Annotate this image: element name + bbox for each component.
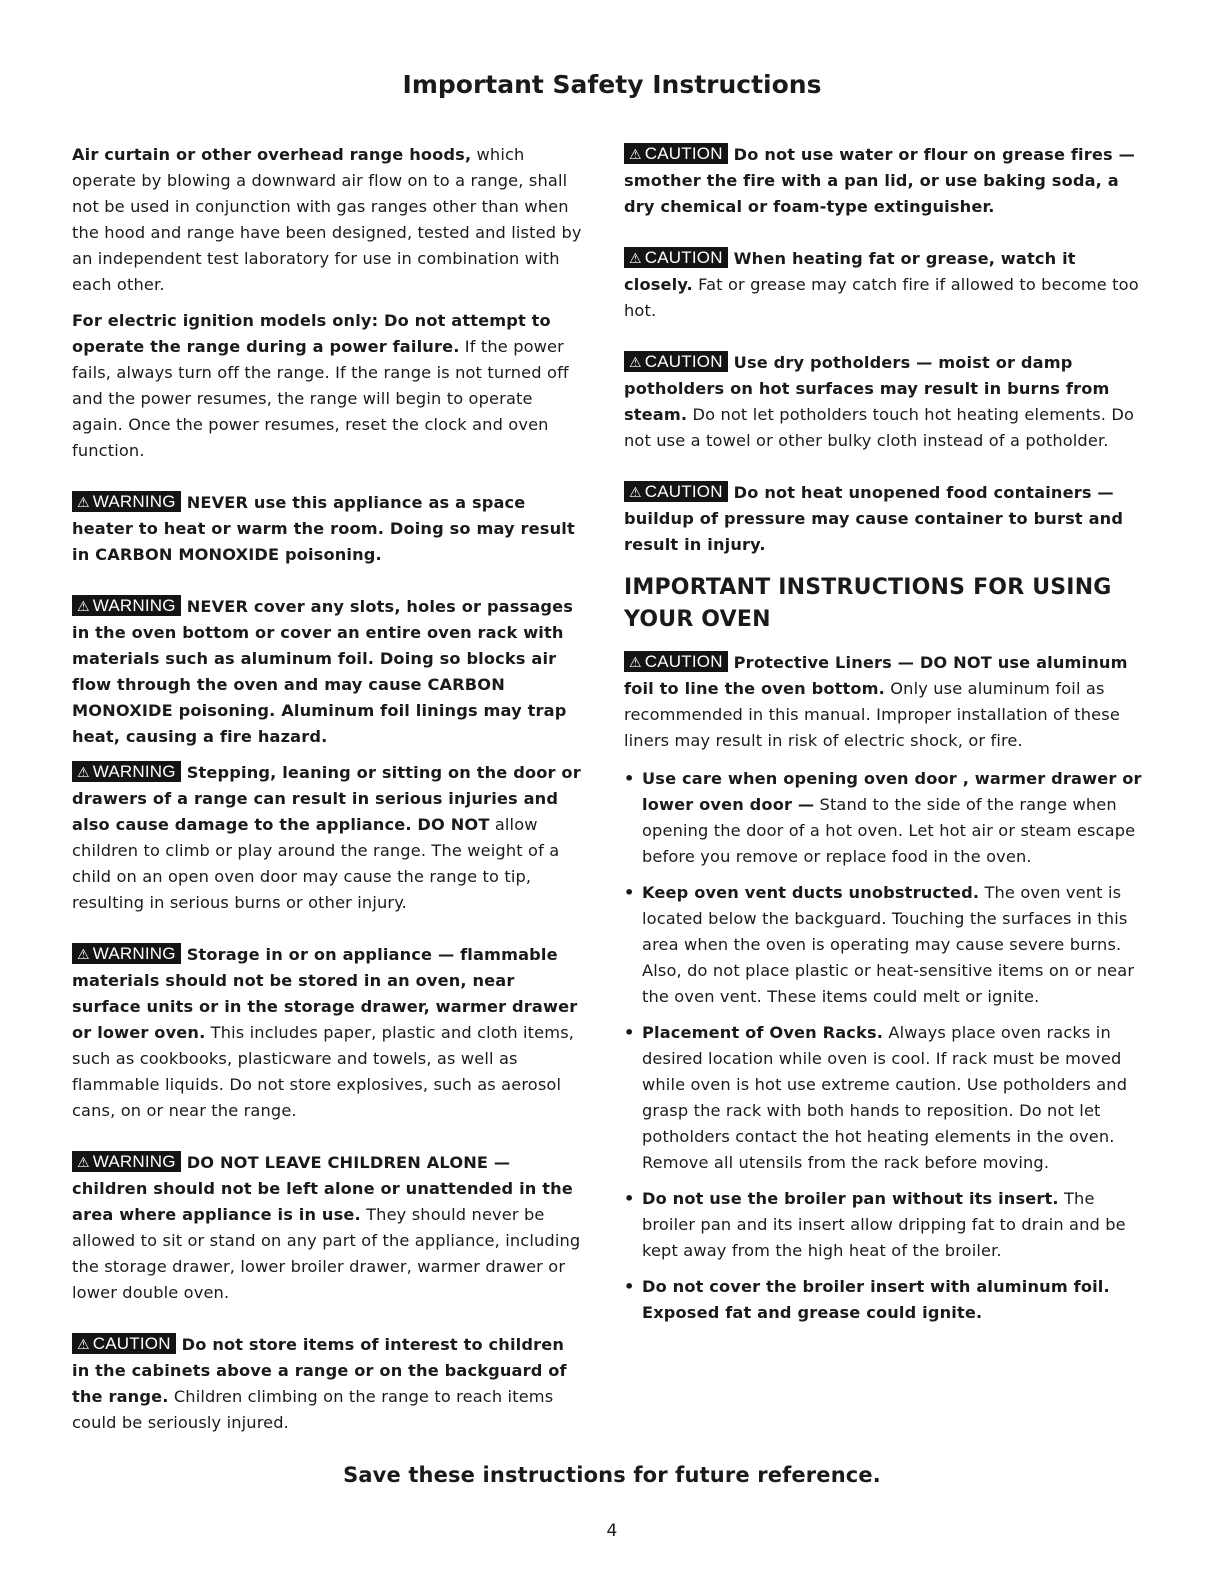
caution-potholders-text: Do not let potholders touch hot heating elements. Do not use a towel or other bulky cloth instead of a potholder.	[624, 405, 1135, 450]
caution-heating-fat-text: Fat or grease may catch fire if allowed to become too hot.	[624, 275, 1139, 320]
warning-storage	[72, 942, 586, 1124]
caution-potholders	[624, 350, 1144, 454]
list-item	[624, 1020, 1144, 1176]
warning-storage-heading: Storage in or on appliance — flammable materials should not be stored in an oven, near surface units or in the storage drawer, warmer drawer or lower oven.	[72, 945, 578, 1042]
warning-label: WARNING	[92, 492, 176, 511]
caution-containers	[624, 480, 1144, 558]
warning-triangle-icon: ⚠	[629, 250, 642, 266]
caution-badge	[624, 143, 728, 164]
caution-label: CAUTION	[92, 1334, 171, 1353]
list-item	[624, 1274, 1144, 1326]
list-item-text: The broiler pan and its insert allow dripping fat to drain and be kept away from the high heat of the broiler.	[642, 1189, 1126, 1260]
bullet-icon: •	[624, 883, 635, 902]
warning-triangle-icon: ⚠	[629, 146, 642, 162]
right-column	[624, 142, 1144, 1336]
warning-triangle-icon: ⚠	[629, 484, 642, 500]
warning-triangle-icon: ⚠	[77, 494, 90, 510]
left-column	[72, 142, 586, 1436]
page-title: Important Safety Instructions	[402, 70, 822, 99]
warning-children-heading: DO NOT LEAVE CHILDREN ALONE — children should not be left alone or unattended in the area where appliance is in use.	[72, 1153, 573, 1224]
list-item-heading: Do not cover the broiler insert with aluminum foil. Exposed fat and grease could ignite.	[642, 1277, 1110, 1322]
list-item-text: The oven vent is located below the backguard. Touching the surfaces in this area when the oven is operating may cause severe burns. Also, do not place plastic or heat-sensitive items on or near the oven vent. These items could melt or ignite.	[642, 883, 1135, 1006]
electric-ignition-text: If the power fails, always turn off the range. If the range is not turned off and the power resumes, the range will begin to operate again. Once the power resumes, reset the clock and oven function.	[72, 337, 569, 460]
caution-protective-liners-text: Only use aluminum foil as recommended in this manual. Improper installation of these liners may result in risk of electric shock, or fire.	[624, 679, 1120, 750]
warning-space-heater-text: NEVER use this appliance as a space heater to heat or warm the room. Doing so may result in CARBON MONOXIDE poisoning.	[72, 493, 575, 564]
warning-label: WARNING	[92, 762, 176, 781]
warning-triangle-icon: ⚠	[629, 354, 642, 370]
caution-label: CAUTION	[644, 482, 723, 501]
warning-label: WARNING	[92, 944, 176, 963]
warning-cover-slots	[72, 594, 586, 750]
list-item	[624, 766, 1144, 870]
warning-badge	[72, 595, 181, 616]
warning-triangle-icon: ⚠	[77, 946, 90, 962]
caution-badge	[624, 247, 728, 268]
caution-heating-fat	[624, 246, 1144, 324]
caution-label: CAUTION	[644, 144, 723, 163]
warning-stepping-text: allow children to climb or play around the range. The weight of a child on an open oven door may cause the range to tip, resulting in serious burns or other injury.	[72, 815, 560, 912]
list-item	[624, 1186, 1144, 1264]
list-item-heading: Placement of Oven Racks.	[642, 1023, 884, 1042]
caution-protective-liners-heading: Protective Liners — DO NOT use aluminum foil to line the oven bottom.	[624, 653, 1128, 698]
bullet-icon: •	[624, 1023, 635, 1042]
warning-badge	[72, 491, 181, 512]
caution-potholders-heading: Use dry potholders — moist or damp potholders on hot surfaces may result in burns from steam.	[624, 353, 1110, 424]
warning-triangle-icon: ⚠	[629, 654, 642, 670]
save-instructions-footer: Save these instructions for future reference.	[343, 1463, 881, 1487]
caution-label: CAUTION	[644, 652, 723, 671]
warning-triangle-icon: ⚠	[77, 1336, 90, 1352]
warning-label: WARNING	[92, 1152, 176, 1171]
range-hood-text: which operate by blowing a downward air flow on to a range, shall not be used in conjunction with gas ranges other than when the hood and range have been designed, tested and listed by an independent test laboratory for use in combination with each other.	[72, 145, 582, 294]
bullet-icon: •	[624, 1277, 635, 1296]
caution-badge	[72, 1333, 176, 1354]
warning-stepping-heading: Stepping, leaning or sitting on the door or drawers of a range can result in serious injuries and also cause damage to the appliance. DO NOT	[72, 763, 581, 834]
warning-children	[72, 1150, 586, 1306]
oven-instructions-heading: IMPORTANT INSTRUCTIONS FOR USING YOUR OVEN	[624, 575, 1112, 632]
electric-ignition-paragraph	[72, 308, 586, 464]
warning-badge	[72, 1151, 181, 1172]
caution-grease-fires-text: Do not use water or flour on grease fires — smother the fire with a pan lid, or use baking soda, a dry chemical or foam-type extinguisher.	[624, 145, 1135, 216]
bullet-icon: •	[624, 1189, 635, 1208]
caution-label: CAUTION	[644, 248, 723, 267]
caution-cabinets-heading: Do not store items of interest to children in the cabinets above a range or on the backguard of the range.	[72, 1335, 567, 1406]
bullet-icon: •	[624, 769, 635, 788]
warning-stepping	[72, 760, 586, 916]
caution-badge	[624, 481, 728, 502]
warning-triangle-icon: ⚠	[77, 1154, 90, 1170]
warning-triangle-icon: ⚠	[77, 598, 90, 614]
warning-label: WARNING	[92, 596, 176, 615]
caution-protective-liners	[624, 650, 1144, 754]
range-hood-heading: Air curtain or other overhead range hoods,	[72, 145, 472, 164]
list-item-heading: Use care when opening oven door , warmer drawer or lower oven door —	[642, 769, 1142, 814]
warning-badge	[72, 761, 181, 782]
caution-heating-fat-heading: When heating fat or grease, watch it closely.	[624, 249, 1076, 294]
page-number: 4	[606, 1521, 618, 1541]
oven-bullet-list	[624, 766, 1144, 1326]
warning-children-text: They should never be allowed to sit or stand on any part of the appliance, including the storage drawer, lower broiler drawer, warmer drawer or lower double oven.	[72, 1205, 581, 1302]
list-item	[624, 880, 1144, 1010]
warning-storage-text: This includes paper, plastic and cloth items, such as cookbooks, plasticware and towels, as well as flammable liquids. Do not store explosives, such as aerosol cans, on or near the range.	[72, 1023, 575, 1120]
caution-badge	[624, 351, 728, 372]
list-item-text: Stand to the side of the range when opening the door of a hot oven. Let hot air or steam escape before you remove or replace food in the oven.	[642, 795, 1136, 866]
range-hood-paragraph	[72, 142, 586, 298]
list-item-text: Always place oven racks in desired location while oven is cool. If rack must be moved while oven is hot use extreme caution. Use potholders and grasp the rack with both hands to reposition. Do not let potholders contact the hot heating elements in the oven. Remove all utensils from the rack before moving.	[642, 1023, 1128, 1172]
warning-triangle-icon: ⚠	[77, 764, 90, 780]
warning-cover-slots-text: NEVER cover any slots, holes or passages in the oven bottom or cover an entire oven rack with materials such as aluminum foil. Doing so blocks air flow through the oven and may cause CARBON MONOXIDE poisoning. Aluminum foil linings may trap heat, causing a fire hazard.	[72, 597, 574, 746]
caution-badge	[624, 651, 728, 672]
list-item-heading: Keep oven vent ducts unobstructed.	[642, 883, 980, 902]
caution-grease-fires	[624, 142, 1144, 220]
caution-label: CAUTION	[644, 352, 723, 371]
warning-space-heater	[72, 490, 586, 568]
electric-ignition-heading: For electric ignition models only: Do not attempt to operate the range during a power failure.	[72, 311, 551, 356]
warning-badge	[72, 943, 181, 964]
caution-cabinets-text: Children climbing on the range to reach items could be seriously injured.	[72, 1387, 554, 1432]
list-item-heading: Do not use the broiler pan without its insert.	[642, 1189, 1059, 1208]
caution-containers-text: Do not heat unopened food containers — buildup of pressure may cause container to burst and result in injury.	[624, 483, 1124, 554]
caution-cabinets	[72, 1332, 586, 1436]
